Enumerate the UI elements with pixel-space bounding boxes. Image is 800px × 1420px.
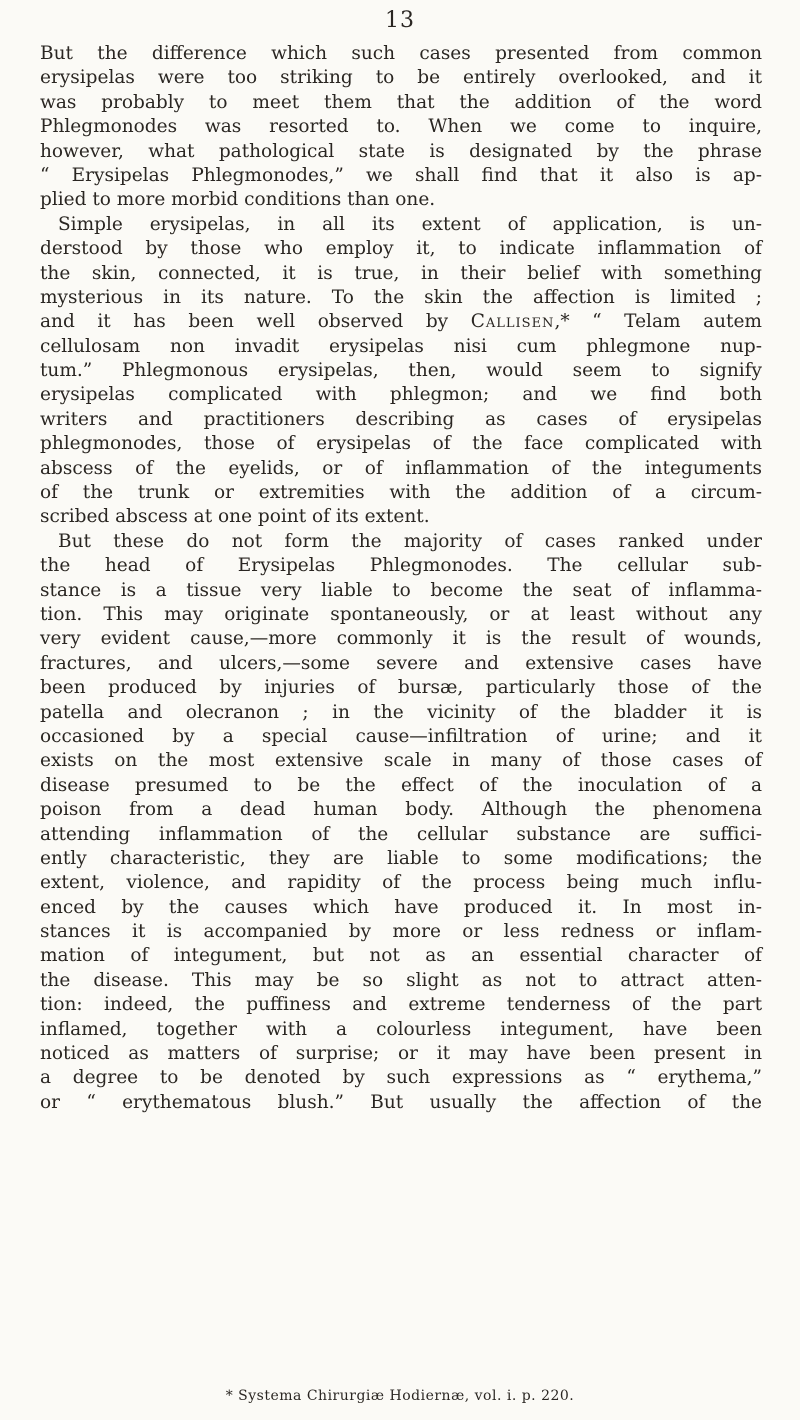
text-line: “ Erysipelas Phlegmonodes,” we shall find that it also is ap- bbox=[40, 164, 762, 186]
text-line: noticed as matters of surprise; or it may have been present in bbox=[40, 1043, 762, 1065]
text-line: phlegmonodes, those of erysipelas of the face complicated with bbox=[40, 433, 762, 455]
text-line: extent, violence, and rapidity of the process being much influ- bbox=[40, 872, 762, 894]
text-line: very evident cause,—more commonly it is the result of wounds, bbox=[40, 628, 762, 650]
text-line: enced by the causes which have produced it. In most in- bbox=[40, 896, 762, 918]
text-line: inflamed, together with a colourless integument, have been bbox=[40, 1018, 762, 1040]
text-line: poison from a dead human body. Although the phenomena bbox=[40, 799, 762, 821]
text-line: mysterious in its nature. To the skin the affection is limited ; bbox=[40, 286, 762, 308]
text-line: occasioned by a special cause—infiltration of urine; and it bbox=[40, 725, 762, 747]
text-line: exists on the most extensive scale in many of those cases of bbox=[40, 750, 762, 772]
text-line: disease presumed to be the effect of the inoculation of a bbox=[40, 774, 762, 796]
text-line: scribed abscess at one point of its extent. bbox=[40, 506, 430, 528]
text-line: abscess of the eyelids, or of inflammation of the integuments bbox=[40, 457, 762, 479]
text-line: been produced by injuries of bursæ, particularly those of the bbox=[40, 677, 762, 699]
text-line: writers and practitioners describing as cases of erysipelas bbox=[40, 408, 762, 430]
text-line: But these do not form the majority of cases ranked under bbox=[58, 530, 762, 552]
text-line: however, what pathological state is designated by the phrase bbox=[40, 140, 762, 162]
text-line: plied to more morbid conditions than one. bbox=[40, 189, 436, 211]
page-number: 13 bbox=[385, 8, 415, 33]
text-line: the skin, connected, it is true, in their belief with something bbox=[40, 262, 762, 284]
text-line: or “ erythematous blush.” But usually the affection of the bbox=[40, 1091, 762, 1113]
text-line: ently characteristic, they are liable to some modifications; the bbox=[40, 847, 762, 869]
text-line: erysipelas complicated with phlegmon; and we find both bbox=[40, 384, 762, 406]
text-line: mation of integument, but not as an essential character of bbox=[40, 945, 762, 967]
text-line: derstood by those who employ it, to indicate inflammation of bbox=[40, 238, 762, 260]
text-line: of the trunk or extremities with the addition of a circum- bbox=[40, 482, 762, 504]
body-text bbox=[40, 42, 762, 1115]
text-line: But the difference which such cases presented from common bbox=[40, 43, 762, 64]
text-line: Simple erysipelas, in all its extent of application, is un- bbox=[58, 213, 762, 235]
text-line: the head of Erysipelas Phlegmonodes. The cellular sub- bbox=[40, 555, 762, 577]
text-line: the disease. This may be so slight as not to attract atten- bbox=[40, 969, 762, 991]
text-line: was probably to meet them that the addition of the word bbox=[40, 91, 762, 113]
text-line: stance is a tissue very liable to become the seat of inflamma- bbox=[40, 579, 762, 601]
text-line: tion: indeed, the puffiness and extreme tenderness of the part bbox=[40, 994, 762, 1016]
text-line: cellulosam non invadit erysipelas nisi cum phlegmone nup- bbox=[40, 335, 762, 357]
text-line: and it has been well observed by Callisen,* “ Telam autem bbox=[40, 311, 762, 333]
text-line: Phlegmonodes was resorted to. When we come to inquire, bbox=[40, 116, 762, 138]
text-line: a degree to be denoted by such expressions as “ erythema,” bbox=[40, 1067, 762, 1089]
text-line: erysipelas were too striking to be entirely overlooked, and it bbox=[40, 67, 762, 89]
text-line: tion. This may originate spontaneously, or at least without any bbox=[40, 603, 762, 625]
text-line: stances it is accompanied by more or less redness or inflam- bbox=[40, 921, 762, 943]
text-line: attending inflammation of the cellular substance are suffici- bbox=[40, 823, 762, 845]
text-line: patella and olecranon ; in the vicinity of the bladder it is bbox=[40, 701, 762, 723]
text-line: fractures, and ulcers,—some severe and extensive cases have bbox=[40, 652, 762, 674]
text-line: tum.” Phlegmonous erysipelas, then, would seem to signify bbox=[40, 360, 762, 382]
author-name: Callisen bbox=[470, 311, 555, 333]
footnote: * Systema Chirurgiæ Hodiernæ, vol. i. p. 220. bbox=[225, 1388, 575, 1404]
